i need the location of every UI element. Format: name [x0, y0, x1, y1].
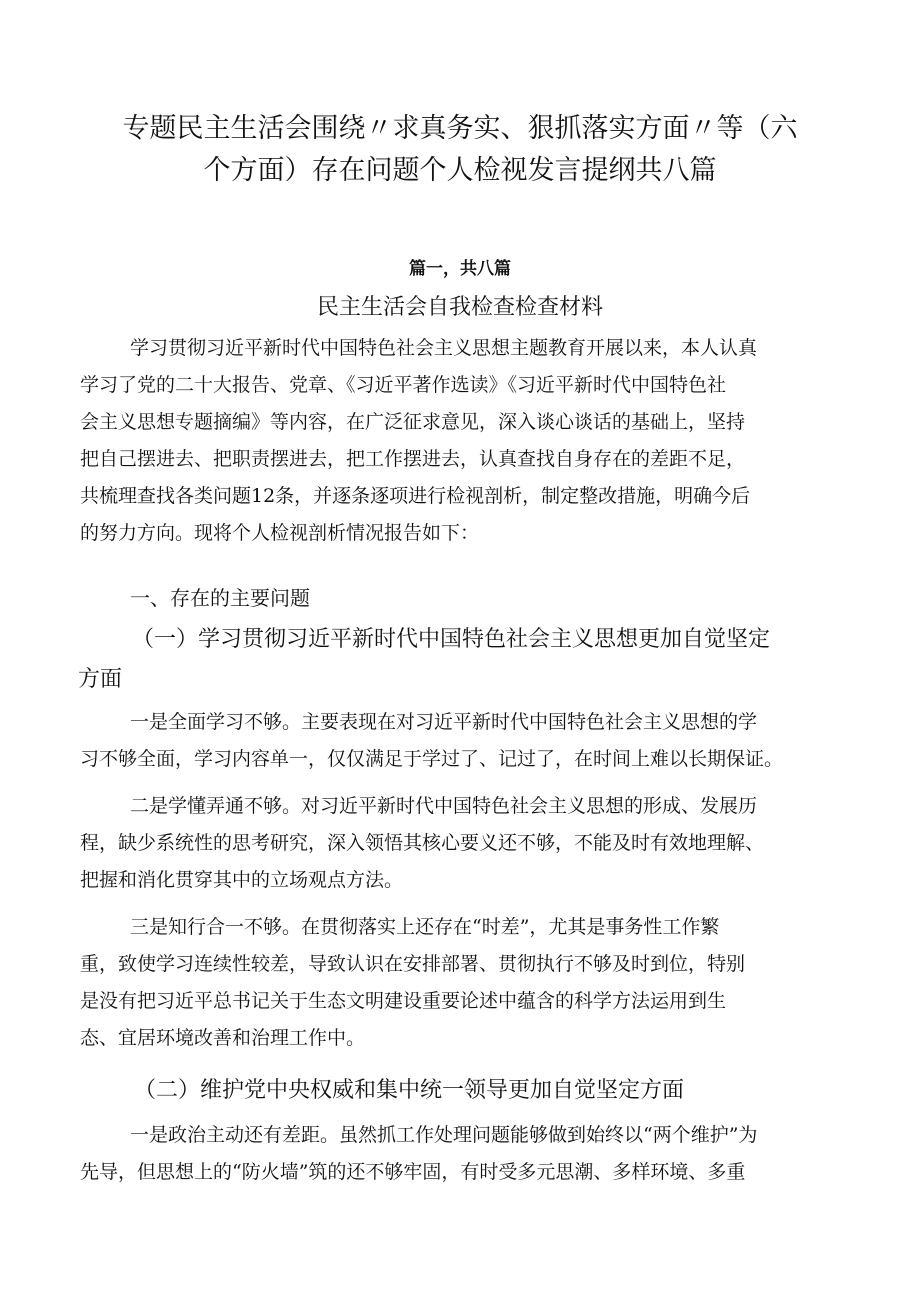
para-line: 把握和消化贯穿其中的立场观点方法。 [80, 869, 404, 891]
subheading-1: （一）学习贯彻习近平新时代中国特色社会主义思想更加自觉坚定 [132, 627, 771, 652]
intro-line: 把自己摆进去、把职责摆进去，把工作摆进去，认真查找自身存在的差距不足， [80, 448, 746, 470]
para-line: 三是知行合一不够。在贯彻落实上还存在“时差”，尤其是事务性工作繁 [130, 916, 720, 938]
title-line: 专题民主生活会围绕〃求真务实、狠抓落实方面〃等（六 [122, 113, 798, 144]
heading-main-problems: 一、存在的主要问题 [130, 586, 310, 610]
para-line: 二是学懂弄通不够。对习近平新时代中国特色社会主义思想的形成、发展历 [130, 795, 758, 817]
para-line: 一是政治主动还有差距。虽然抓工作处理问题能够做到始终以“两个维护”为 [130, 1124, 758, 1146]
subheading-1-cont: 方面 [78, 667, 123, 692]
section-label: 篇一，共八篇 [409, 259, 511, 279]
para-line: 习不够全面，学习内容单一，仅仅满足于学过了、记过了，在时间上难以长期保证。 [80, 748, 784, 770]
para-line: 态、宜居环境改善和治理工作中。 [80, 1027, 366, 1049]
intro-line: 学习了党的二十大报告、党章、《习近平著作选读》《习近平新时代中国特色社 [80, 374, 727, 396]
para-line: 是没有把习近平总书记关于生态文明建设重要论述中蕴含的科学方法运用到生 [80, 990, 727, 1012]
subheading-2: （二）维护党中央权威和集中统一领导更加自觉坚定方面 [134, 1078, 685, 1103]
title-line: 个方面）存在问题个人检视发言提纲共八篇 [203, 155, 717, 186]
intro-line: 的努力方向。现将个人检视剖析情况报告如下： [80, 522, 480, 544]
intro-line: 学习贯彻习近平新时代中国特色社会主义思想主题教育开展以来，本人认真 [130, 337, 758, 359]
section-title: 民主生活会自我检查检查材料 [316, 295, 603, 320]
document-title [80, 108, 840, 192]
intro-line: 会主义思想专题摘编》等内容，在广泛征求意见，深入谈心谈话的基础上，坚持 [80, 411, 746, 433]
intro-line: 共梳理查找各类问题12条，并逐条逐项进行检视剖析，制定整改措施，明确今后 [80, 485, 751, 507]
para-line: 一是全面学习不够。主要表现在对习近平新时代中国特色社会主义思想的学 [130, 711, 758, 733]
para-line: 先导，但思想上的“防火墙”筑的还不够牢固，有时受多元思潮、多样环境、多重 [80, 1161, 746, 1183]
para-line: 重，致使学习连续性较差，导致认识在安排部署、贯彻执行不够及时到位，特别 [80, 953, 746, 975]
para-line: 程，缺少系统性的思考研究，深入领悟其核心要义还不够，不能及时有效地理解、 [80, 832, 765, 854]
